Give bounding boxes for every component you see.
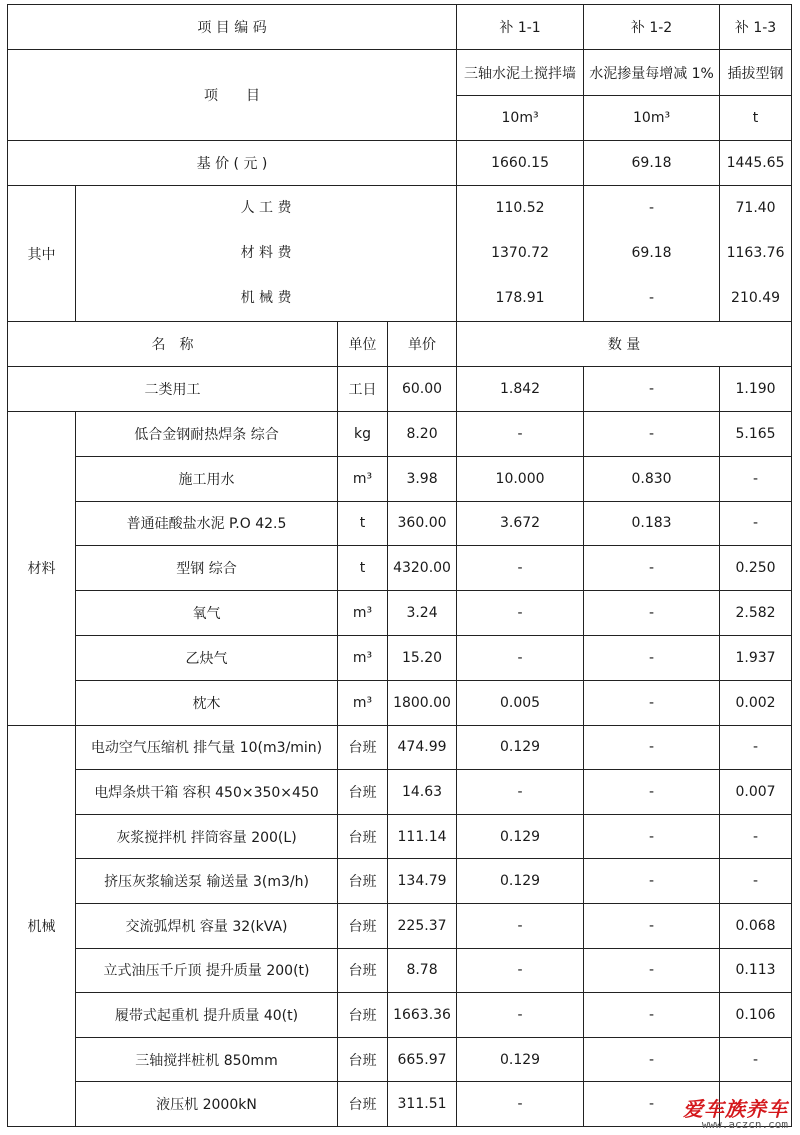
quantity-2: - [584,814,720,859]
quantity-2: - [584,635,720,680]
code-row [8,5,792,50]
quantity-1: 0.129 [457,859,584,904]
machinery-row [8,903,792,948]
labor-row [8,367,792,412]
resource-unit: t [338,501,388,546]
labor-cost-label: 人 工 费 [240,200,292,216]
resource-name: 枕木 [76,680,338,725]
resource-unit-price: 665.97 [388,1037,457,1082]
code-2: 补 1-2 [584,5,720,50]
quantity-1: 3.672 [457,501,584,546]
resource-unit: 台班 [338,859,388,904]
quantity-2: - [584,903,720,948]
name-header: 名 称 [8,322,338,367]
materials-row [8,680,792,725]
labor-q-2: - [584,367,720,412]
item-unit-2: 10m³ [584,96,720,141]
labor-cost-2: - [649,200,655,216]
resource-name: 普通硅酸盐水泥 P.O 42.5 [76,501,338,546]
quantity-2: - [584,948,720,993]
quantity-2: - [584,1037,720,1082]
quantity-1: - [457,1082,584,1127]
labor-unit: 工日 [338,367,388,412]
resource-unit-price: 1663.36 [388,993,457,1038]
machinery-section [8,725,792,1126]
quantity-3: 0.106 [720,993,792,1038]
quantity-1: - [457,993,584,1038]
resource-unit-price: 8.20 [388,412,457,457]
cost-labels [76,186,457,322]
resource-unit: 台班 [338,770,388,815]
machinery-cost-1: 178.91 [495,290,545,306]
resource-unit: 台班 [338,948,388,993]
resource-unit: m³ [338,456,388,501]
item-label: 项 目 [8,50,457,141]
materials-row [8,546,792,591]
labor-q-1: 1.842 [457,367,584,412]
base-price-label: 基 价 ( 元 ) [8,141,457,186]
resource-unit-price: 14.63 [388,770,457,815]
resource-unit-price: 360.00 [388,501,457,546]
quantity-3: - [720,456,792,501]
quantity-3: 0.250 [720,546,792,591]
quantity-2: - [584,1082,720,1127]
cost-values-2 [584,186,720,322]
material-cost-label: 材 料 费 [240,245,292,261]
quantity-1: - [457,903,584,948]
resource-unit: m³ [338,635,388,680]
quantity-2: 0.183 [584,501,720,546]
code-3: 补 1-3 [720,5,792,50]
materials-section [8,412,792,726]
quantity-3: - [720,814,792,859]
resource-unit: 台班 [338,993,388,1038]
quantity-3: 5.165 [720,412,792,457]
among-label: 其中 [8,186,76,322]
machinery-row [8,1082,792,1127]
machinery-row [8,948,792,993]
resource-unit: m³ [338,591,388,636]
resource-unit-price: 4320.00 [388,546,457,591]
resource-name: 低合金钢耐热焊条 综合 [76,412,338,457]
resource-unit-price: 111.14 [388,814,457,859]
machinery-group-label: 机械 [8,725,76,1126]
resource-unit: m³ [338,680,388,725]
material-cost-2: 69.18 [631,245,672,261]
quantity-3: 0.002 [720,680,792,725]
resource-unit: t [338,546,388,591]
base-price-3: 1445.65 [720,141,792,186]
item-name-row [8,50,792,96]
quantity-3: 1.937 [720,635,792,680]
item-name-1: 三轴水泥土搅拌墙 [457,50,584,96]
labor-name: 二类用工 [8,367,338,412]
machinery-row [8,770,792,815]
cost-breakdown-row [8,186,792,322]
quantity-2: - [584,859,720,904]
machinery-cost-label: 机 械 费 [240,290,292,306]
resource-unit: 台班 [338,814,388,859]
resource-unit-price: 134.79 [388,859,457,904]
resource-name: 履带式起重机 提升质量 40(t) [76,993,338,1038]
item-unit-3: t [720,96,792,141]
materials-row [8,412,792,457]
quantity-2: - [584,770,720,815]
quantity-3: - [720,501,792,546]
material-cost-3: 1163.76 [726,245,785,261]
quantity-3: - [720,859,792,904]
labor-q-3: 1.190 [720,367,792,412]
watermark-url: www.aczcn.com [701,1118,788,1131]
resource-unit: 台班 [338,1082,388,1127]
machinery-row [8,1037,792,1082]
unit-price-header: 单价 [388,322,457,367]
code-label: 项 目 编 码 [8,5,457,50]
quantity-3: 0.068 [720,903,792,948]
labor-price: 60.00 [388,367,457,412]
quantity-2: - [584,993,720,1038]
quantity-2: - [584,546,720,591]
quantity-3: 2.582 [720,591,792,636]
resource-unit-price: 474.99 [388,725,457,770]
resource-name: 施工用水 [76,456,338,501]
resource-unit: 台班 [338,725,388,770]
resource-name: 交流弧焊机 容量 32(kVA) [76,903,338,948]
resource-name: 三轴搅拌桩机 850mm [76,1037,338,1082]
labor-cost-1: 110.52 [495,200,545,216]
materials-row [8,591,792,636]
machinery-row [8,993,792,1038]
resource-unit: 台班 [338,903,388,948]
resource-name: 液压机 2000kN [76,1082,338,1127]
resource-name: 电焊条烘干箱 容积 450×350×450 [76,770,338,815]
unit-header: 单位 [338,322,388,367]
materials-row [8,501,792,546]
base-price-row [8,141,792,186]
quantity-2: - [584,725,720,770]
cost-values-1 [457,186,584,322]
resource-unit-price: 225.37 [388,903,457,948]
machinery-cost-3: 210.49 [731,290,781,306]
quantity-1: 10.000 [457,456,584,501]
quantity-1: - [457,546,584,591]
materials-row [8,635,792,680]
quantity-2: - [584,412,720,457]
code-1: 补 1-1 [457,5,584,50]
resource-unit-price: 15.20 [388,635,457,680]
quantity-3: 0.113 [720,948,792,993]
item-unit-1: 10m³ [457,96,584,141]
resource-name: 立式油压千斤顶 提升质量 200(t) [76,948,338,993]
materials-row [8,456,792,501]
quantity-3: - [720,725,792,770]
quantity-1: 0.129 [457,814,584,859]
quantity-1: - [457,635,584,680]
item-name-2: 水泥掺量每增减 1% [584,50,720,96]
machinery-cost-2: - [649,290,655,306]
quota-table [7,4,792,1127]
machinery-row [8,725,792,770]
quantity-3: - [720,1037,792,1082]
resource-unit: 台班 [338,1037,388,1082]
resource-name: 挤压灰浆输送泵 输送量 3(m3/h) [76,859,338,904]
resource-unit-price: 3.24 [388,591,457,636]
material-cost-1: 1370.72 [491,245,549,261]
resource-unit: kg [338,412,388,457]
resource-name: 氧气 [76,591,338,636]
resource-unit-price: 1800.00 [388,680,457,725]
quantity-2: 0.830 [584,456,720,501]
quantity-header: 数 量 [457,322,792,367]
quantity-2: - [584,680,720,725]
item-name-3: 插拔型钢 [720,50,792,96]
quantity-2: - [584,591,720,636]
resource-name: 型钢 综合 [76,546,338,591]
machinery-row [8,859,792,904]
quantity-1: 0.005 [457,680,584,725]
machinery-row [8,814,792,859]
quantity-1: - [457,770,584,815]
resource-name: 电动空气压缩机 排气量 10(m3/min) [76,725,338,770]
materials-group-label: 材料 [8,412,76,726]
base-price-2: 69.18 [584,141,720,186]
quantity-1: - [457,948,584,993]
labor-cost-3: 71.40 [735,200,776,216]
quantity-1: - [457,591,584,636]
resource-unit-price: 311.51 [388,1082,457,1127]
resource-unit-price: 3.98 [388,456,457,501]
resource-unit-price: 8.78 [388,948,457,993]
cost-values-3 [720,186,792,322]
quantity-3: 0.007 [720,770,792,815]
quantity-1: 0.129 [457,725,584,770]
resource-name: 灰浆搅拌机 拌筒容量 200(L) [76,814,338,859]
watermark-logo [683,1093,788,1131]
base-price-1: 1660.15 [457,141,584,186]
resource-name: 乙炔气 [76,635,338,680]
quantity-1: 0.129 [457,1037,584,1082]
watermark-brand: 爱车族养车 [683,1097,788,1121]
resource-header-row [8,322,792,367]
quantity-1: - [457,412,584,457]
